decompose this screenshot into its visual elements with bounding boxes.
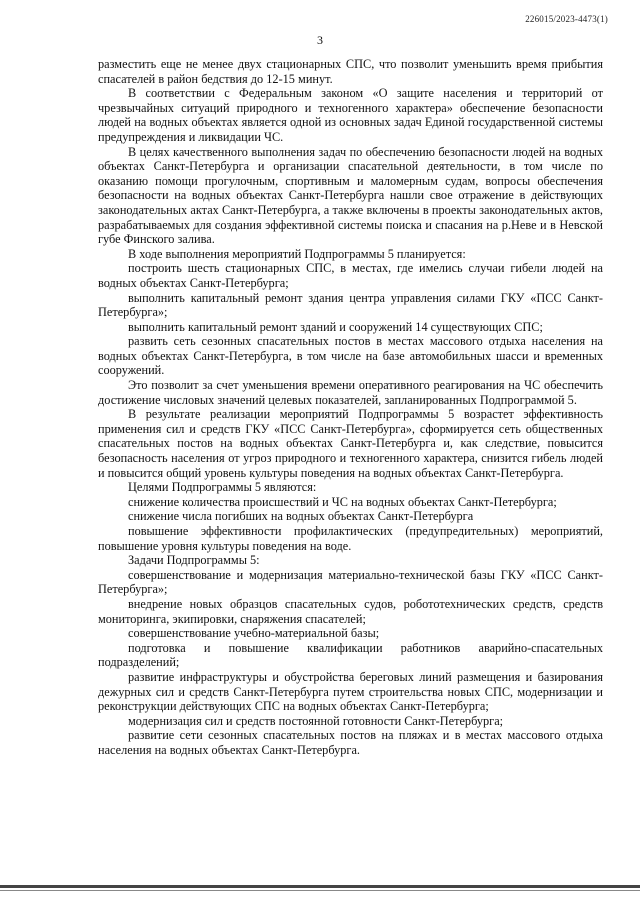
paragraph: Задачи Подпрограммы 5: — [128, 553, 260, 568]
paragraph: подготовка и повышение квалификации работников аварийно-спасательных подразделений; — [98, 640, 603, 670]
paragraph: В соответствии с Федеральным законом «О защите населения и территорий от чрезвычайных ситуаций природного и техногенного характера» обеспечение безопасности людей на водных объектах является одной из основных задач Единой государственной системы предупреждения и ликвидации ЧС. — [98, 86, 603, 144]
paragraph: снижение количества происшествий и ЧС на водных объектах Санкт-Петербурга; — [128, 494, 557, 509]
scan-bottom-border-thin — [0, 890, 640, 891]
paragraph: построить шесть стационарных СПС, в местах, где имелись случаи гибели людей на водных объектах Санкт-Петербурга; — [98, 261, 603, 290]
paragraph: В результате реализации мероприятий Подпрограммы 5 возрастет эффективность применения сил и средств ГКУ «ПСС Санкт-Петербурга», сформируется сеть общественных спасательных постов на водных объектах Санкт-Петербурга и, как следствие, повысится безопасность населения от угроз природного и техногенного характера, снизится гибель людей и повысится общий уровень культуры поведения на водных объектах Санкт-Петербурга. — [98, 407, 603, 480]
document-id: 226015/2023-4473(1) — [525, 14, 608, 24]
paragraph: совершенствование и модернизация материально-технической базы ГКУ «ПСС Санкт-Петербурга»; — [98, 567, 603, 597]
paragraph: развить сеть сезонных спасательных постов в местах массового отдыха населения на водных объектах Санкт-Петербурга, в том числе на базе автомобильных шасси и временных сооружений. — [98, 334, 603, 378]
paragraph: снижение числа погибших на водных объектах Санкт-Петербурга — [128, 509, 474, 524]
paragraph: развитие сети сезонных спасательных постов на пляжах и в местах массового отдыха населения на водных объектах Санкт-Петербурга. — [98, 728, 603, 757]
paragraph: модернизация сил и средств постоянной готовности Санкт-Петербурга; — [128, 713, 504, 728]
paragraph: В ходе выполнения мероприятий Подпрограммы 5 планируется: — [128, 246, 466, 261]
paragraph: развитие инфраструктуры и обустройства береговых линий размещения и базирования дежурных сил и средств Санкт-Петербурга путем строительства новых СПС, модернизации и реконструкции действующих СПС на водных объектах Санкт-Петербурга; — [98, 669, 603, 714]
paragraph: внедрение новых образцов спасательных судов, робототехнических средств, средств мониторинга, экипировки, снаряжения спасателей; — [98, 596, 603, 626]
scan-bottom-border — [0, 885, 640, 888]
paragraph: Целями Подпрограммы 5 являются: — [128, 480, 317, 495]
document-body — [98, 57, 603, 758]
paragraph: В целях качественного выполнения задач по обеспечению безопасности людей на водных объектах Санкт-Петербурга и организации спасательной деятельности, в том числе по оказанию помощи прогулочным, спортивным и маломерным судам, вопросы обеспечения безопасности на водных объектах Санкт-Петербурга нашли свое отражение в действующих законодательных актах Санкт-Петербурга, а также включены в проекты законодательных актов, разрабатываемых для создания эффективной системы поиска и спасания на р.Неве и в Невской губе Финского залива. — [98, 144, 603, 247]
paragraph: Это позволит за счет уменьшения времени оперативного реагирования на ЧС обеспечить достижение числовых значений целевых показателей, запланированных Подпрограммой 5. — [98, 378, 603, 407]
paragraph: повышение эффективности профилактических (предупредительных) мероприятий, повышение уровня культуры поведения на воде. — [98, 524, 603, 553]
paragraph: совершенствование учебно-материальной базы; — [128, 626, 380, 641]
paragraph: выполнить капитальный ремонт зданий и сооружений 14 существующих СПС; — [128, 319, 543, 334]
paragraph: выполнить капитальный ремонт здания центра управления силами ГКУ «ПСС Санкт-Петербурга»; — [98, 290, 603, 320]
page-number: 3 — [317, 33, 323, 47]
paragraph: разместить еще не менее двух стационарных СПС, что позволит уменьшить время прибытия спасателей в район бедствия до 12-15 минут. — [98, 57, 603, 86]
